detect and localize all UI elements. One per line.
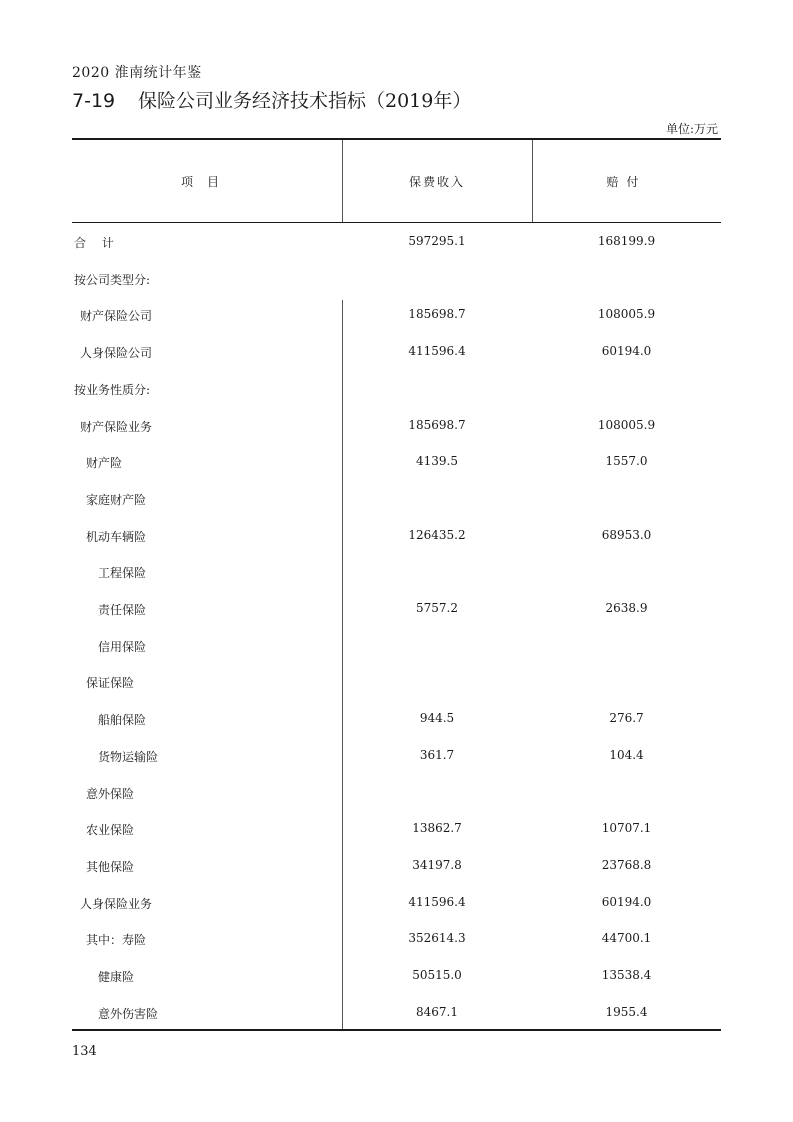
premium-value: 13862.7: [412, 821, 462, 835]
table-row: [72, 454, 721, 474]
table-row: [72, 601, 721, 621]
claims-value: 10707.1: [601, 821, 652, 835]
premium-value: 411596.4: [408, 344, 466, 358]
row-label: 保证保险: [86, 676, 135, 690]
unit-label: 单位:万元: [665, 122, 718, 136]
table-row: [72, 307, 721, 327]
row-label: 责任保险: [98, 603, 147, 617]
table-title-text: 保险公司业务经济技术指标（2019年）: [138, 90, 472, 112]
column-header-premium: 保费收入: [408, 175, 465, 189]
row-label: 家庭财产险: [86, 493, 147, 507]
premium-value: 352614.3: [408, 931, 466, 945]
row-label: 财产险: [86, 456, 123, 470]
row-label: 农业保险: [86, 823, 135, 837]
premium-value: 944.5: [419, 711, 455, 725]
table-row: [72, 931, 721, 951]
premium-value: 126435.2: [408, 528, 466, 542]
claims-value: 23768.8: [601, 858, 652, 872]
table-title: [72, 86, 471, 113]
table-row: [72, 638, 721, 658]
yearbook-title: 2020 淮南统计年鉴: [72, 65, 202, 81]
table-row: [72, 234, 721, 254]
claims-value: 44700.1: [601, 931, 652, 945]
row-label: 按业务性质分:: [74, 383, 151, 397]
claims-value: 276.7: [609, 711, 644, 725]
premium-value: 597295.1: [408, 234, 466, 248]
row-label: 按公司类型分:: [74, 273, 151, 287]
table-top-rule: [72, 138, 721, 140]
premium-value: 4139.5: [416, 454, 458, 468]
claims-value: 108005.9: [597, 418, 656, 432]
row-label: 工程保险: [98, 566, 147, 580]
row-label: 人身保险业务: [80, 897, 153, 911]
claims-value: 68953.0: [601, 528, 652, 542]
premium-value: 5757.2: [416, 601, 458, 615]
body-divider: [342, 300, 343, 1029]
table-row: [72, 968, 721, 988]
premium-value: 361.7: [419, 748, 455, 762]
table-row: [72, 528, 721, 548]
claims-value: 60194.0: [601, 344, 652, 358]
premium-value: 34197.8: [412, 858, 462, 872]
row-label: 人身保险公司: [80, 346, 153, 360]
table-row: [72, 381, 721, 401]
row-label: 财产保险公司: [80, 309, 153, 323]
table-row: [72, 895, 721, 915]
claims-value: 1955.4: [605, 1005, 648, 1019]
table-row: [72, 271, 721, 291]
row-label: 意外伤害险: [98, 1007, 159, 1021]
table-row: [72, 711, 721, 731]
claims-value: 104.4: [609, 748, 644, 762]
table-row: [72, 821, 721, 841]
table-row: [72, 674, 721, 694]
premium-value: 185698.7: [408, 418, 466, 432]
table-row: [72, 785, 721, 805]
row-label: 其中：寿险: [86, 933, 147, 947]
claims-value: 60194.0: [601, 895, 652, 909]
table-row: [72, 858, 721, 878]
header-bottom-rule: [72, 222, 721, 223]
row-label: 合 计: [74, 236, 120, 250]
row-label: 财产保险业务: [80, 420, 153, 434]
claims-value: 108005.9: [597, 307, 656, 321]
row-label: 货物运输险: [98, 750, 159, 764]
row-label: 其他保险: [86, 860, 135, 874]
premium-value: 50515.0: [412, 968, 462, 982]
claims-value: 168199.9: [597, 234, 656, 248]
claims-value: 1557.0: [605, 454, 648, 468]
claims-value: 2638.9: [605, 601, 648, 615]
table-row: [72, 491, 721, 511]
row-label: 健康险: [98, 970, 135, 984]
table-row: [72, 748, 721, 768]
row-label: 意外保险: [86, 787, 135, 801]
claims-value: 13538.4: [601, 968, 652, 982]
column-header-claims: 赔付: [606, 175, 647, 189]
column-header-item: 项目: [180, 175, 233, 189]
table-row: [72, 344, 721, 364]
row-label: 信用保险: [98, 640, 147, 654]
premium-value: 411596.4: [408, 895, 466, 909]
table-row: [72, 418, 721, 438]
premium-value: 8467.1: [416, 1005, 458, 1019]
table-bottom-rule: [72, 1029, 721, 1031]
row-label: 机动车辆险: [86, 530, 147, 544]
table-number: 7-19: [72, 90, 116, 112]
row-label: 船舶保险: [98, 713, 147, 727]
table-row: [72, 1005, 721, 1025]
table-row: [72, 564, 721, 584]
premium-value: 185698.7: [408, 307, 466, 321]
page-number: 134: [72, 1044, 97, 1059]
